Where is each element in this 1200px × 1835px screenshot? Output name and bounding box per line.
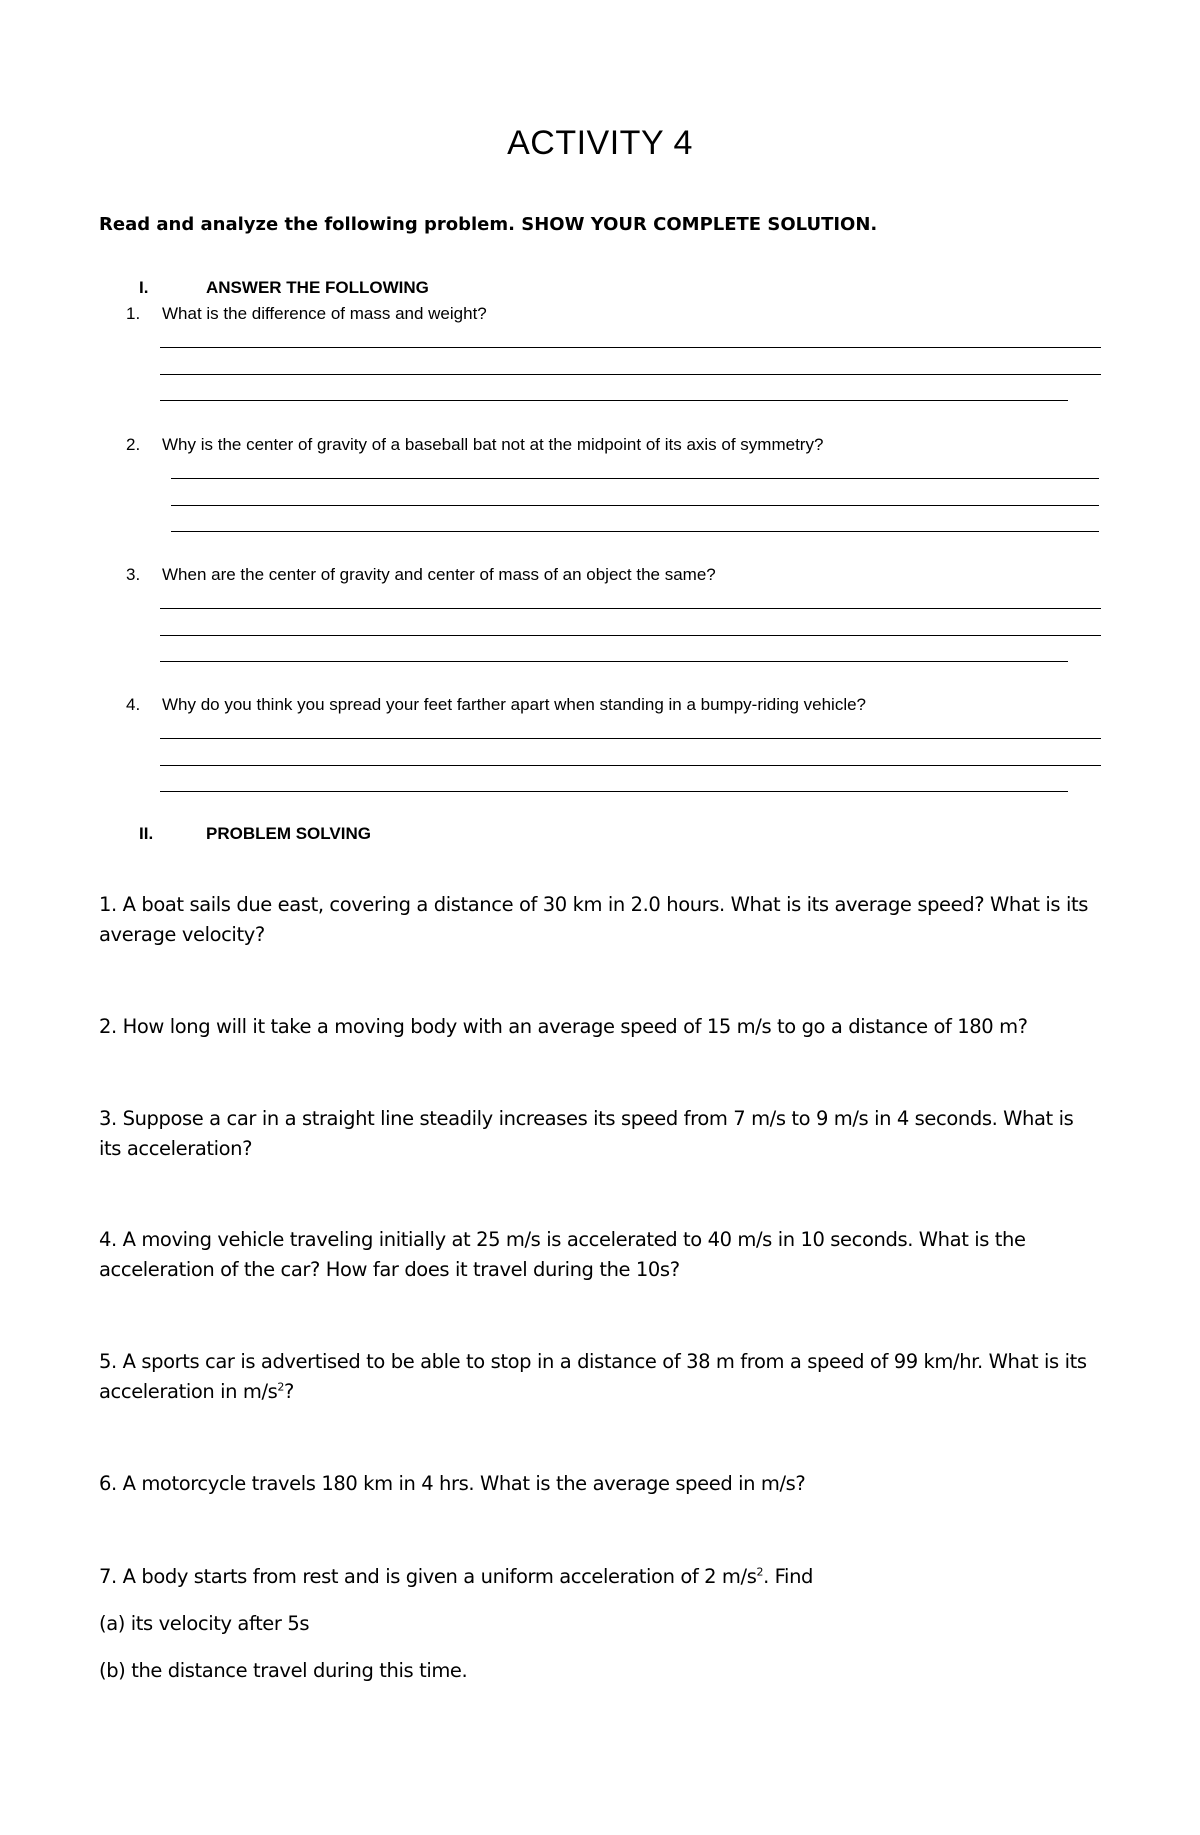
question-3-number: 3. <box>126 565 141 584</box>
page-title: ACTIVITY 4 <box>507 124 693 162</box>
answer-line[interactable] <box>160 765 1101 766</box>
question-4-number: 4. <box>126 695 141 714</box>
problem-7b <box>99 1656 1109 1686</box>
question-2-text: Why is the center of gravity of a baseball bat not at the midpoint of its axis of symmetry? <box>162 435 824 454</box>
answer-line[interactable] <box>160 347 1101 348</box>
question-4-text: Why do you think you spread your feet farther apart when standing in a bumpy-riding vehicle? <box>162 695 867 714</box>
problem-5-text-cont-main: acceleration in m/s <box>99 1380 278 1403</box>
answer-line[interactable] <box>160 791 1068 792</box>
answer-line[interactable] <box>160 661 1068 662</box>
problem-5 <box>99 1347 1109 1407</box>
section-1-title: ANSWER THE FOLLOWING <box>206 278 429 297</box>
problem-2 <box>99 1012 1109 1042</box>
answer-line[interactable] <box>171 505 1099 506</box>
problem-7a <box>99 1609 1109 1639</box>
question-1-number: 1. <box>126 304 141 323</box>
problem-7-exponent: 2 <box>756 1565 764 1579</box>
problem-1-text: 1. A boat sails due east, covering a distance of 30 km in 2.0 hours. What is its average speed? What is its <box>99 893 1089 916</box>
question-1 <box>126 304 487 324</box>
question-3-text: When are the center of gravity and center of mass of an object the same? <box>162 565 716 584</box>
answer-line[interactable] <box>160 738 1101 739</box>
problem-7-text <box>99 1562 1109 1592</box>
problem-5-exponent: 2 <box>277 1380 285 1394</box>
problem-2-text: 2. How long will it take a moving body with an average speed of 15 m/s to go a distance of 180 m? <box>99 1015 1028 1038</box>
problem-5-text-cont-end: ? <box>284 1380 294 1403</box>
problem-3-text: 3. Suppose a car in a straight line steadily increases its speed from 7 m/s to 9 m/s in 4 seconds. What is <box>99 1107 1074 1130</box>
answer-line[interactable] <box>160 374 1101 375</box>
problem-7 <box>99 1562 1109 1592</box>
answer-line[interactable] <box>171 478 1099 479</box>
problem-6 <box>99 1469 1109 1499</box>
question-3 <box>126 565 716 585</box>
section-1-heading <box>139 278 429 298</box>
problem-4-text: 4. A moving vehicle traveling initially at 25 m/s is accelerated to 40 m/s in 10 seconds. What is the <box>99 1228 1026 1251</box>
answer-line[interactable] <box>160 608 1101 609</box>
question-4 <box>126 695 866 715</box>
section-2-title: PROBLEM SOLVING <box>206 824 371 843</box>
section-2-heading <box>139 824 371 844</box>
problem-4-text-cont: acceleration of the car? How far does it travel during the 10s? <box>99 1258 680 1281</box>
question-1-text: What is the difference of mass and weight? <box>162 304 487 323</box>
problem-5-text-cont <box>99 1377 1109 1407</box>
answer-line[interactable] <box>160 400 1068 401</box>
problem-7-text-main: 7. A body starts from rest and is given a uniform acceleration of 2 m/s <box>99 1565 757 1588</box>
section-1-numeral: I. <box>139 278 149 297</box>
problem-1-text-cont: average velocity? <box>99 923 265 946</box>
section-2-numeral: II. <box>139 824 154 843</box>
answer-line[interactable] <box>171 531 1099 532</box>
answer-line[interactable] <box>160 635 1101 636</box>
problem-7a-text: (a) its velocity after 5s <box>99 1612 310 1635</box>
question-2-number: 2. <box>126 435 141 454</box>
question-2 <box>126 435 823 455</box>
problem-7-text-end: . Find <box>763 1565 814 1588</box>
instruction-text: Read and analyze the following problem. SHOW YOUR COMPLETE SOLUTION. <box>99 214 878 235</box>
problem-6-text: 6. A motorcycle travels 180 km in 4 hrs. What is the average speed in m/s? <box>99 1472 806 1495</box>
problem-5-text: 5. A sports car is advertised to be able to stop in a distance of 38 m from a speed of 99 km/hr. What is its <box>99 1350 1087 1373</box>
problem-4 <box>99 1225 1109 1285</box>
problem-3 <box>99 1104 1109 1164</box>
problem-1 <box>99 890 1109 950</box>
problem-3-text-cont: its acceleration? <box>99 1137 253 1160</box>
problem-7b-text: (b) the distance travel during this time. <box>99 1659 468 1682</box>
